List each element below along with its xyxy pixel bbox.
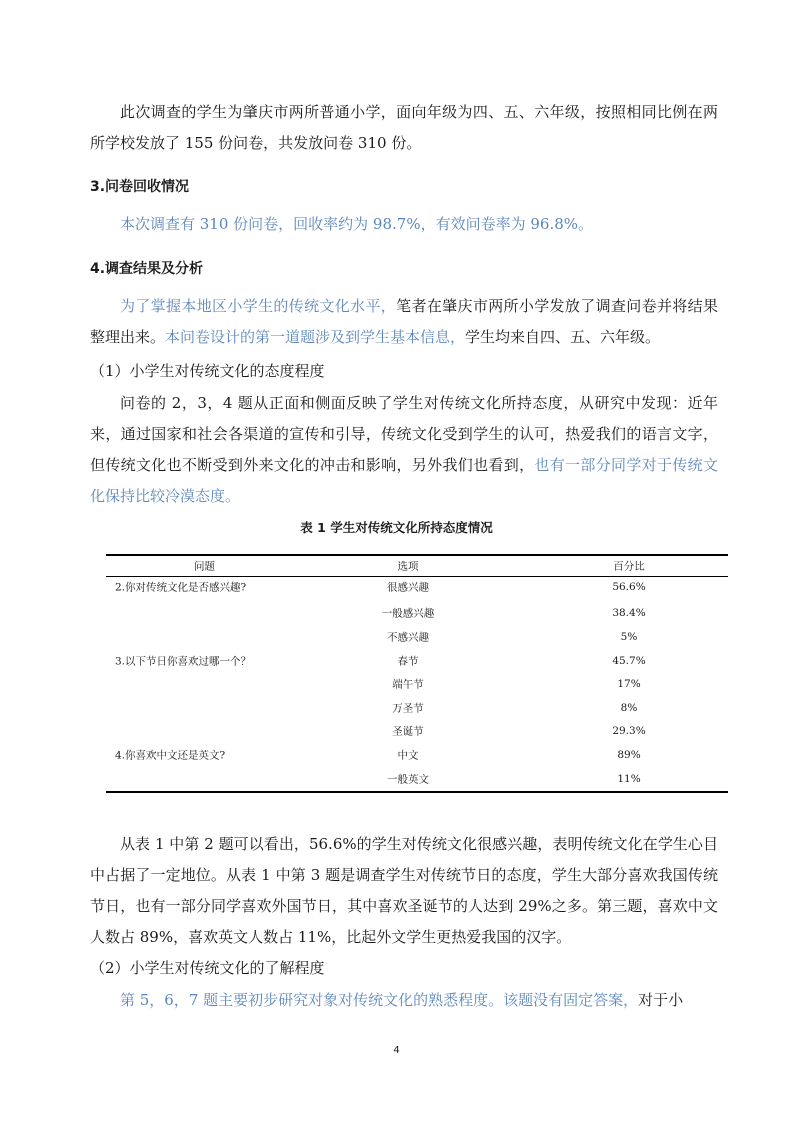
table-cell-option: 中文 — [397, 749, 419, 762]
table-cell-percent: 56.6% — [612, 580, 646, 593]
table-caption: 表 1 学生对传统文化所持态度情况 — [300, 520, 493, 535]
subsection1-text: 问卷的 2，3，4 题从正面和侧面反映了学生对传统文化所持态度，从研究中发现：近年来，通过国家和社会各渠道的宣传和引导，传统文化受到学生的认可，热爱我们的语言文字，但传统文化也不断受到外来文化的冲击和影响，另外我们也看到， — [90, 394, 718, 474]
table-cell-percent: 38.4% — [612, 607, 646, 620]
table-top-rule — [106, 554, 728, 556]
subsection2-text-highlight: 第 5，6，7 题主要初步研究对象对传统文化的熟悉程度。该题没有固定答案， — [120, 991, 639, 1009]
table-row — [106, 672, 728, 696]
table-body — [106, 575, 728, 790]
header-percent: 百分比 — [613, 560, 645, 573]
section3-heading: 3.问卷回收情况 — [90, 179, 190, 195]
table-bottom-rule — [106, 791, 728, 793]
table-row — [106, 696, 728, 720]
section4-heading: 4.调查结果及分析 — [90, 261, 204, 277]
table-cell-option: 端午节 — [392, 678, 424, 691]
table-cell-option: 一般感兴趣 — [381, 607, 435, 620]
table-header-row — [106, 557, 728, 575]
table-cell-percent: 8% — [620, 701, 638, 714]
subsection2-text: 对于小 — [638, 991, 684, 1009]
table-cell-option: 春节 — [397, 655, 419, 668]
table-cell-option: 不感兴趣 — [387, 631, 429, 644]
table-row — [106, 767, 728, 791]
table-row — [106, 625, 728, 649]
table-row — [106, 720, 728, 744]
analysis-paragraph: 从表 1 中第 2 题可以看出，56.6%的学生对传统文化很感兴趣，表明传统文化在学生心目中占据了一定地位。从表 1 中第 3 题是调查学生对传统节日的态度，学生大部分喜欢我国传统节日，也有一部分同学喜欢外国节日，其中喜欢圣诞节的人达到 29%之多。第三题，喜欢中文人数占 89%，喜欢英文人数占 11%，比起外文学生更热爱我国的汉字。 — [90, 835, 718, 946]
table-cell-option: 很感兴趣 — [387, 581, 429, 594]
table-cell-option: 圣诞节 — [392, 725, 424, 738]
header-question: 问题 — [194, 560, 215, 573]
section4-text-highlight-2: 本问卷设计的第一道题涉及到学生基本信息， — [165, 328, 466, 346]
subsection1-heading: （1）小学生对传统文化的态度程度 — [90, 362, 325, 380]
table-row — [106, 743, 728, 767]
table-cell-question: 4.你喜欢中文还是英文? — [115, 749, 226, 762]
subsection1-text-highlight: 也有一部分同学对于传统文化保持比较冷漠态度。 — [90, 456, 718, 505]
table-cell-option: 万圣节 — [392, 702, 424, 715]
section4-text-2: 学生均来自四、五、六年级。 — [465, 328, 661, 346]
table-row — [106, 575, 728, 599]
subsection2-paragraph — [90, 985, 718, 1016]
section4-paragraph — [90, 291, 718, 353]
table-cell-percent: 17% — [617, 678, 641, 691]
section4-text-1: 笔者在肇庆市两所小学发放了调查问卷并将结果整理出来。 — [90, 297, 718, 346]
table-cell-percent: 29.3% — [612, 725, 646, 738]
table-cell-percent: 5% — [620, 630, 638, 643]
section3-text: 本次调查有 310 份问卷，回收率约为 98.7%，有效问卷率为 96.8%。 — [120, 215, 594, 233]
intro-paragraph: 此次调查的学生为肇庆市两所普通小学，面向年级为四、五、六年级，按照相同比例在两所学校发放了 155 份问卷，共发放问卷 310 份。 — [90, 103, 718, 152]
page-number: 4 — [393, 1045, 400, 1056]
table-cell-percent: 89% — [617, 748, 641, 761]
header-option: 选项 — [397, 560, 419, 573]
table-cell-option: 一般英文 — [387, 773, 429, 786]
subsection2-heading: （2）小学生对传统文化的了解程度 — [90, 959, 325, 977]
table-row — [106, 602, 728, 626]
table-cell-question: 3.以下节日你喜欢过哪一个？ — [115, 655, 252, 668]
subsection1-paragraph — [90, 388, 718, 512]
table-cell-percent: 11% — [617, 772, 641, 785]
table-cell-question: 2.你对传统文化是否感兴趣? — [115, 581, 247, 594]
section4-text-highlight-1: 为了掌握本地区小学生的传统文化水平， — [120, 297, 397, 315]
table-row — [106, 649, 728, 673]
table-cell-percent: 45.7% — [612, 654, 646, 667]
attitude-table — [106, 557, 728, 790]
